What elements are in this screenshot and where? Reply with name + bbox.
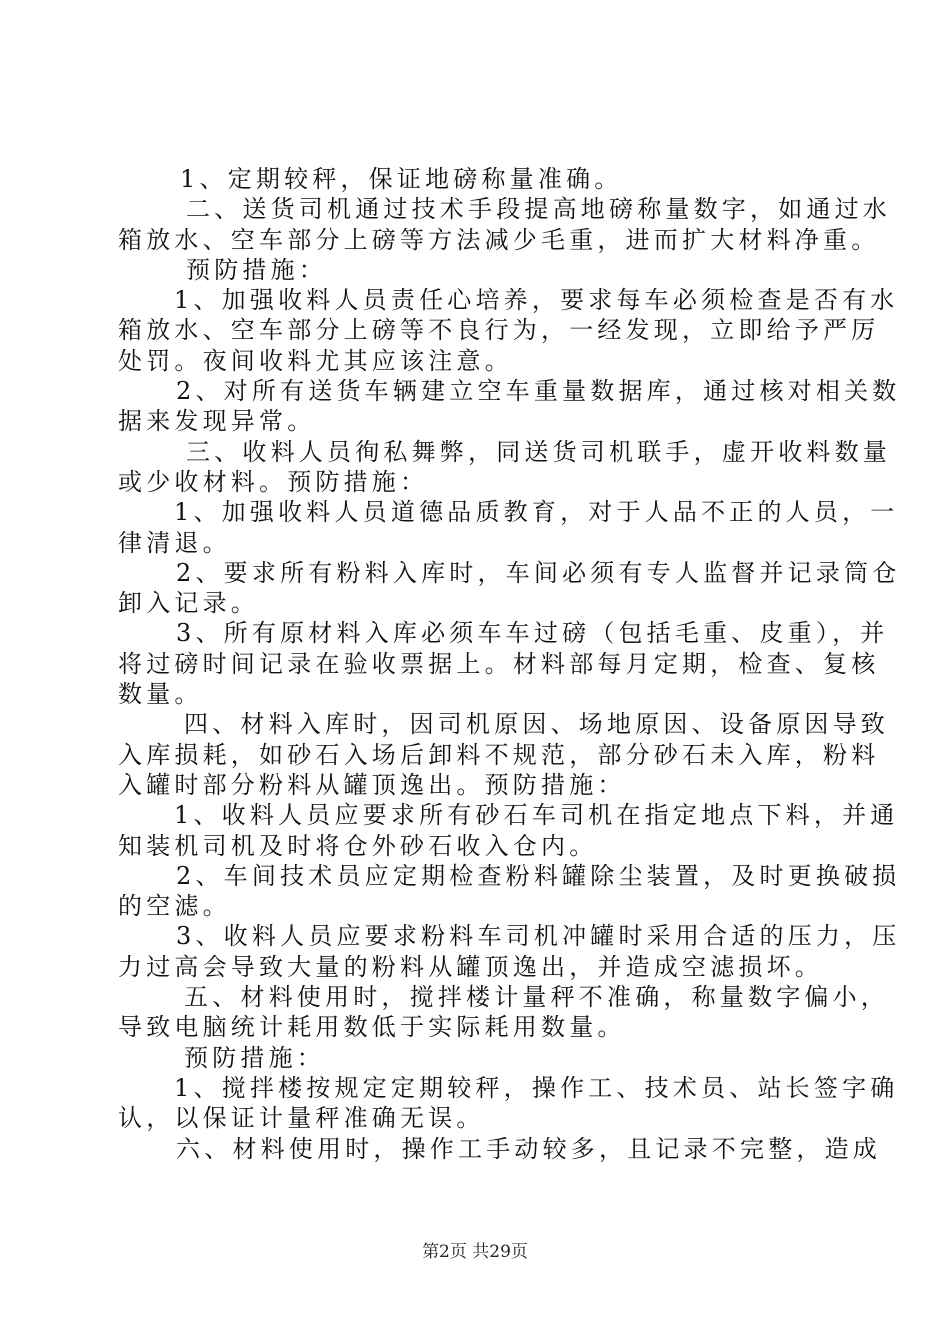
text-line: 数量。 [118,680,203,709]
text-line: 1、加强收料人员责任心培养，要求每车必须检查是否有水 [174,286,899,315]
text-line: 力过高会导致大量的粉料从罐顶逸出，并造成空滤损坏。 [118,952,823,981]
text-line: 四、材料入库时，因司机原因、场地原因、设备原因导致 [184,710,889,739]
text-line: 1、收料人员应要求所有砂石车司机在指定地点下料，并通 [174,801,899,830]
text-line: 卸入记录。 [118,589,259,618]
text-line: 处罚。夜间收料尤其应该注意。 [118,346,513,375]
text-line: 二、送货司机通过技术手段提高地磅称量数字，如通过水 [186,195,891,224]
text-line: 的空滤。 [118,892,231,921]
text-line: 箱放水、空车部分上磅等不良行为，一经发现，立即给予严厉 [118,316,880,345]
text-line: 箱放水、空车部分上磅等方法减少毛重，进而扩大材料净重。 [118,225,880,254]
text-line: 知装机司机及时将仓外砂石收入仓内。 [118,831,598,860]
page-number: 第2页 共29页 [422,1242,528,1262]
text-line: 2、车间技术员应定期检查粉料罐除尘装置，及时更换破损 [176,861,901,890]
text-line: 2、对所有送货车辆建立空车重量数据库，通过核对相关数 [176,377,901,406]
text-line: 六、材料使用时，操作工手动较多，且记录不完整，造成 [176,1134,881,1163]
text-line: 将过磅时间记录在验收票据上。材料部每月定期，检查、复核 [118,649,880,678]
text-line: 2、要求所有粉料入库时，车间必须有专人监督并记录筒仓 [176,558,901,587]
text-line: 1、定期较秤，保证地磅称量准确。 [180,165,623,193]
text-line: 入罐时部分粉料从罐顶逸出。预防措施： [118,770,626,799]
document-body [118,164,901,1164]
text-line: 预防措施： [184,1043,325,1072]
text-line: 导致电脑统计耗用数低于实际耗用数量。 [118,1013,626,1042]
text-line: 或少收材料。预防措施： [118,467,429,496]
text-line: 预防措施： [186,255,327,284]
text-line: 律清退。 [118,528,231,557]
text-line: 据来发现异常。 [118,407,316,436]
text-line: 1、加强收料人员道德品质教育，对于人品不正的人员，一 [174,498,899,527]
text-line: 1、搅拌楼按规定定期较秤，操作工、技术员、站长签字确 [174,1073,899,1102]
text-line: 3、收料人员应要求粉料车司机冲罐时采用合适的压力，压 [176,922,901,951]
text-line: 三、收料人员徇私舞弊，同送货司机联手，虚开收料数量 [186,437,891,466]
text-line: 3、所有原材料入库必须车车过磅（包括毛重、皮重），并 [176,619,889,648]
text-line: 认，以保证计量秤准确无误。 [118,1104,485,1133]
text-line: 五、材料使用时，搅拌楼计量秤不准确，称量数字偏小， [184,983,889,1012]
text-line: 入库损耗，如砂石入场后卸料不规范，部分砂石未入库，粉料 [118,740,880,769]
